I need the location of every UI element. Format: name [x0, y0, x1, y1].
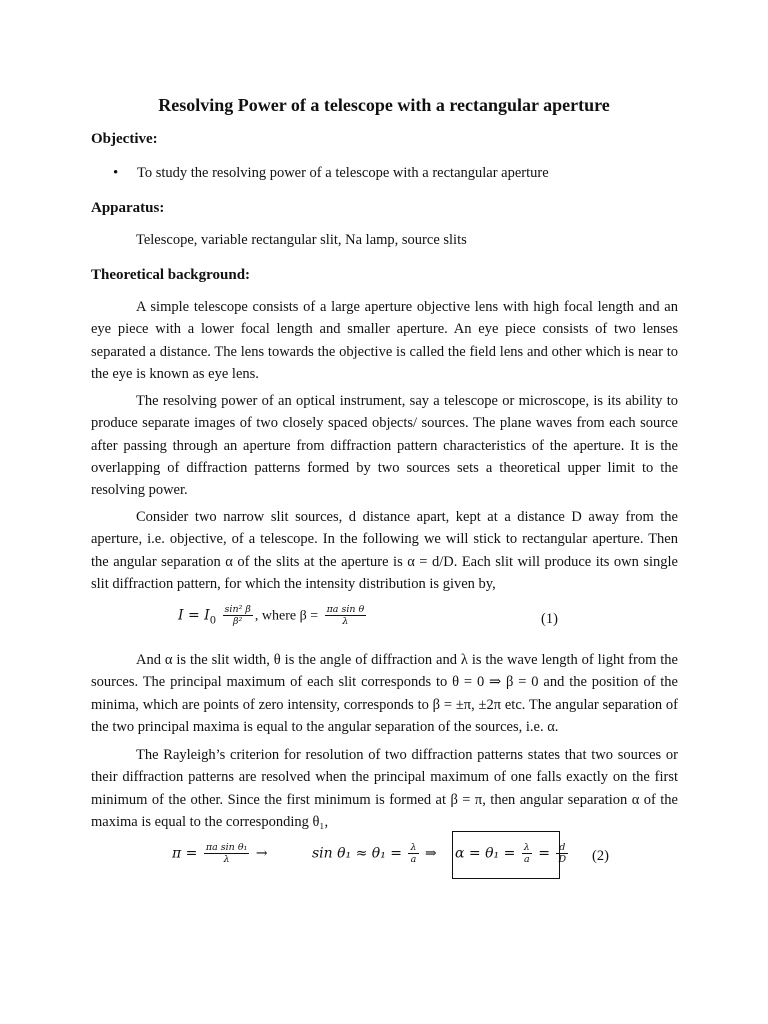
- paragraph-rayleigh: The Rayleigh’s criterion for resolution of two diffraction patterns states that two sources or their diffraction patterns are resolved when the principal maximum of one falls exactly on the first minimum of the other. Since the first minimum is formed at β = π, then angular separation α of the maxima is equal to the corresponding θ₁,: [91, 747, 678, 830]
- eq2-boxed-lambda-fraction: [522, 842, 532, 865]
- objective-heading: Objective:: [91, 131, 158, 147]
- equation-2: [172, 842, 268, 865]
- eq1-where: , where β =: [254, 608, 319, 624]
- paragraph-telescope: A simple telescope consists of a large aperture objective lens with high focal length and an eye piece with a lower focal length and smaller aperture. An eye piece consists of two lenses separated a distance. The lens towards the objective is called the field lens and other which is near to the eye is known as eye lens.: [91, 299, 678, 382]
- theory-heading: Theoretical background:: [91, 267, 251, 283]
- eq2-frac-num: πa sin θ₁: [205, 842, 248, 853]
- eq2-implies: ⇒: [424, 845, 437, 862]
- eq2-a: a: [410, 854, 417, 865]
- equation-2-approx: [312, 842, 437, 865]
- eq1-beta-num: πa sin θ: [326, 604, 365, 615]
- equation-2-number: (2): [592, 848, 609, 864]
- equation-1-number: (1): [541, 611, 558, 627]
- eq2-arrow: →: [255, 845, 268, 862]
- eq2-lambda-a-fraction: [408, 842, 418, 865]
- eq2-approx-text: sin θ₁ ≈ θ₁ =: [312, 845, 403, 862]
- eq2-lhs: π =: [172, 845, 198, 862]
- eq1-beta-den: λ: [342, 616, 349, 627]
- eq2-d-over-D-fraction: [556, 842, 568, 865]
- eq2-boxed-a: a: [523, 854, 530, 865]
- eq2-fraction: [204, 842, 250, 865]
- paragraph-resolving-power: The resolving power of an optical instrument, say a telescope or microscope, is its ability to produce separate images of two closely spaced objects/ sources. The plane waves from each source after passing through an aperture from diffraction pattern characteristics of the aperture. It is the overlapping of diffraction patterns formed by two sources sets a theoretical upper limit to the resolving power.: [91, 393, 678, 499]
- bullet-icon: •: [113, 165, 119, 181]
- eq1-fraction: [223, 604, 253, 627]
- eq2-d: d: [556, 842, 568, 854]
- eq1-lhs: I = I: [178, 607, 210, 624]
- eq1-frac-den: β²: [233, 616, 243, 627]
- eq2-frac-den: λ: [223, 854, 230, 865]
- eq2-boxed-lambda: λ: [523, 842, 530, 853]
- paragraph-slit-sources: Consider two narrow slit sources, d distance apart, kept at a distance D away from the aperture, i.e. objective, of a telescope. In the following we will stick to rectangular aperture. Then the angular separation α of the slits at the aperture is α = d/D. Each slit will produce its own single slit diffraction pattern, for which the intensity distribution is given by,: [91, 509, 678, 592]
- equation-1: [178, 604, 368, 629]
- eq2-boxed-eq: =: [538, 845, 550, 862]
- apparatus-heading: Apparatus:: [91, 200, 165, 216]
- paragraph-principal-maximum: And α is the slit width, θ is the angle of diffraction and λ is the wave length of light from the sources. The principal maximum of each slit corresponds to θ = 0 ⇒ β = 0 and the position of the minima, which are points of zero intensity, corresponds to β = ±π, ±2π etc. The angular separation of the two principal maxima is equal to the angular separation of the sources, i.e. α.: [91, 652, 678, 735]
- eq2-lambda: λ: [410, 842, 417, 853]
- eq1-beta-fraction: [325, 604, 367, 627]
- eq2-D: D: [558, 854, 567, 865]
- eq2-boxed-lhs: α = θ₁ =: [455, 845, 516, 862]
- page-title: Resolving Power of a telescope with a rectangular aperture: [158, 95, 610, 115]
- equation-2-boxed: [455, 842, 570, 865]
- eq1-frac-num: sin² β: [224, 604, 251, 615]
- apparatus-text: Telescope, variable rectangular slit, Na lamp, source slits: [136, 232, 467, 248]
- objective-item: To study the resolving power of a telescope with a rectangular aperture: [137, 165, 549, 181]
- eq1-sub: 0: [209, 615, 217, 627]
